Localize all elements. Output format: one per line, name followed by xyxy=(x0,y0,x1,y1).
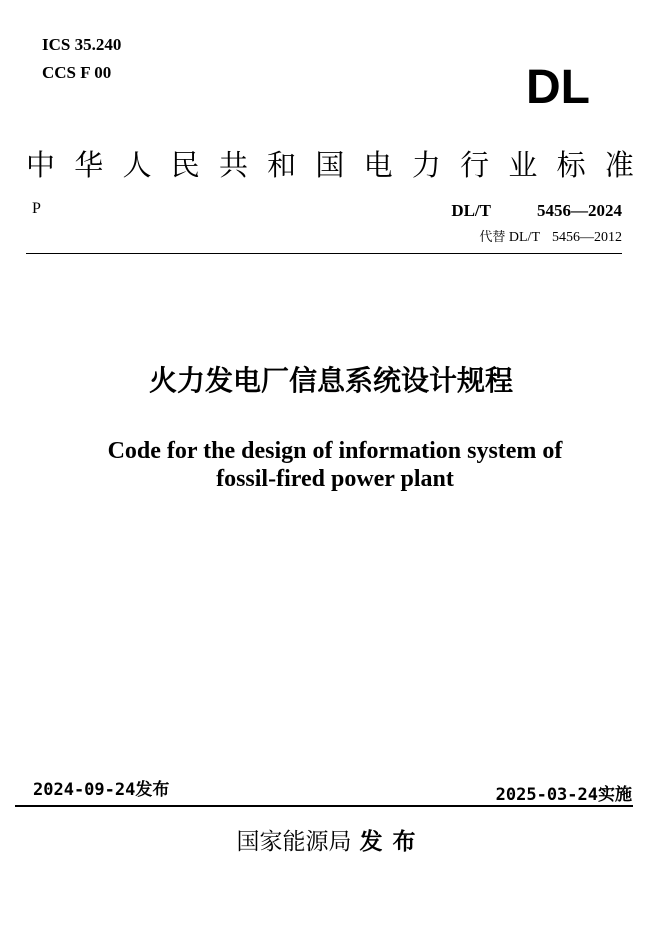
category-char: 准 xyxy=(604,148,634,182)
ccs-code: CCS F 00 xyxy=(42,63,112,82)
replaces-label: 代替 xyxy=(479,230,506,245)
standard-code: 5456—2024 xyxy=(537,201,622,220)
standard-mark-dl: DL xyxy=(526,61,590,114)
publisher xyxy=(0,826,662,858)
footer-divider xyxy=(15,805,633,807)
replaces-line xyxy=(479,226,622,246)
standard-category-title xyxy=(26,145,634,185)
header-divider xyxy=(26,253,622,254)
implementation-date-suffix: 实施 xyxy=(598,785,632,805)
category-char: 标 xyxy=(556,148,586,182)
title-english-line: Code for the design of information system of xyxy=(107,438,563,464)
category-char: 国 xyxy=(315,148,345,182)
category-char: 电 xyxy=(363,148,393,182)
issue-date xyxy=(33,775,169,800)
issue-date-suffix: 发布 xyxy=(135,780,170,800)
category-char: 行 xyxy=(460,148,490,182)
publisher-action: 发布 xyxy=(359,829,426,855)
publisher-name: 国家能源局 xyxy=(236,829,352,855)
implementation-date xyxy=(496,780,632,805)
replaces-code: 5456—2012 xyxy=(552,230,622,245)
implementation-date-value: 2025-03-24 xyxy=(495,785,598,805)
issue-date-value: 2024-09-24 xyxy=(33,780,136,800)
category-char: 共 xyxy=(218,148,248,182)
standard-prefix: DL/T xyxy=(451,201,491,220)
ics-code: ICS 35.240 xyxy=(42,35,122,54)
category-char: 业 xyxy=(508,148,538,182)
category-char: 人 xyxy=(122,148,152,182)
classification-letter: P xyxy=(32,200,41,217)
category-char: 华 xyxy=(74,148,104,182)
title-english-line: fossil-fired power plant xyxy=(216,466,454,492)
category-char: 中 xyxy=(26,148,56,182)
document-title-english xyxy=(40,437,630,493)
category-char: 和 xyxy=(267,148,297,182)
replaces-prefix: DL/T xyxy=(508,230,540,245)
standard-number xyxy=(451,201,622,221)
category-char: 力 xyxy=(411,148,441,182)
document-title-chinese: 火力发电厂信息系统设计规程 xyxy=(148,364,513,397)
category-char: 民 xyxy=(170,148,200,182)
